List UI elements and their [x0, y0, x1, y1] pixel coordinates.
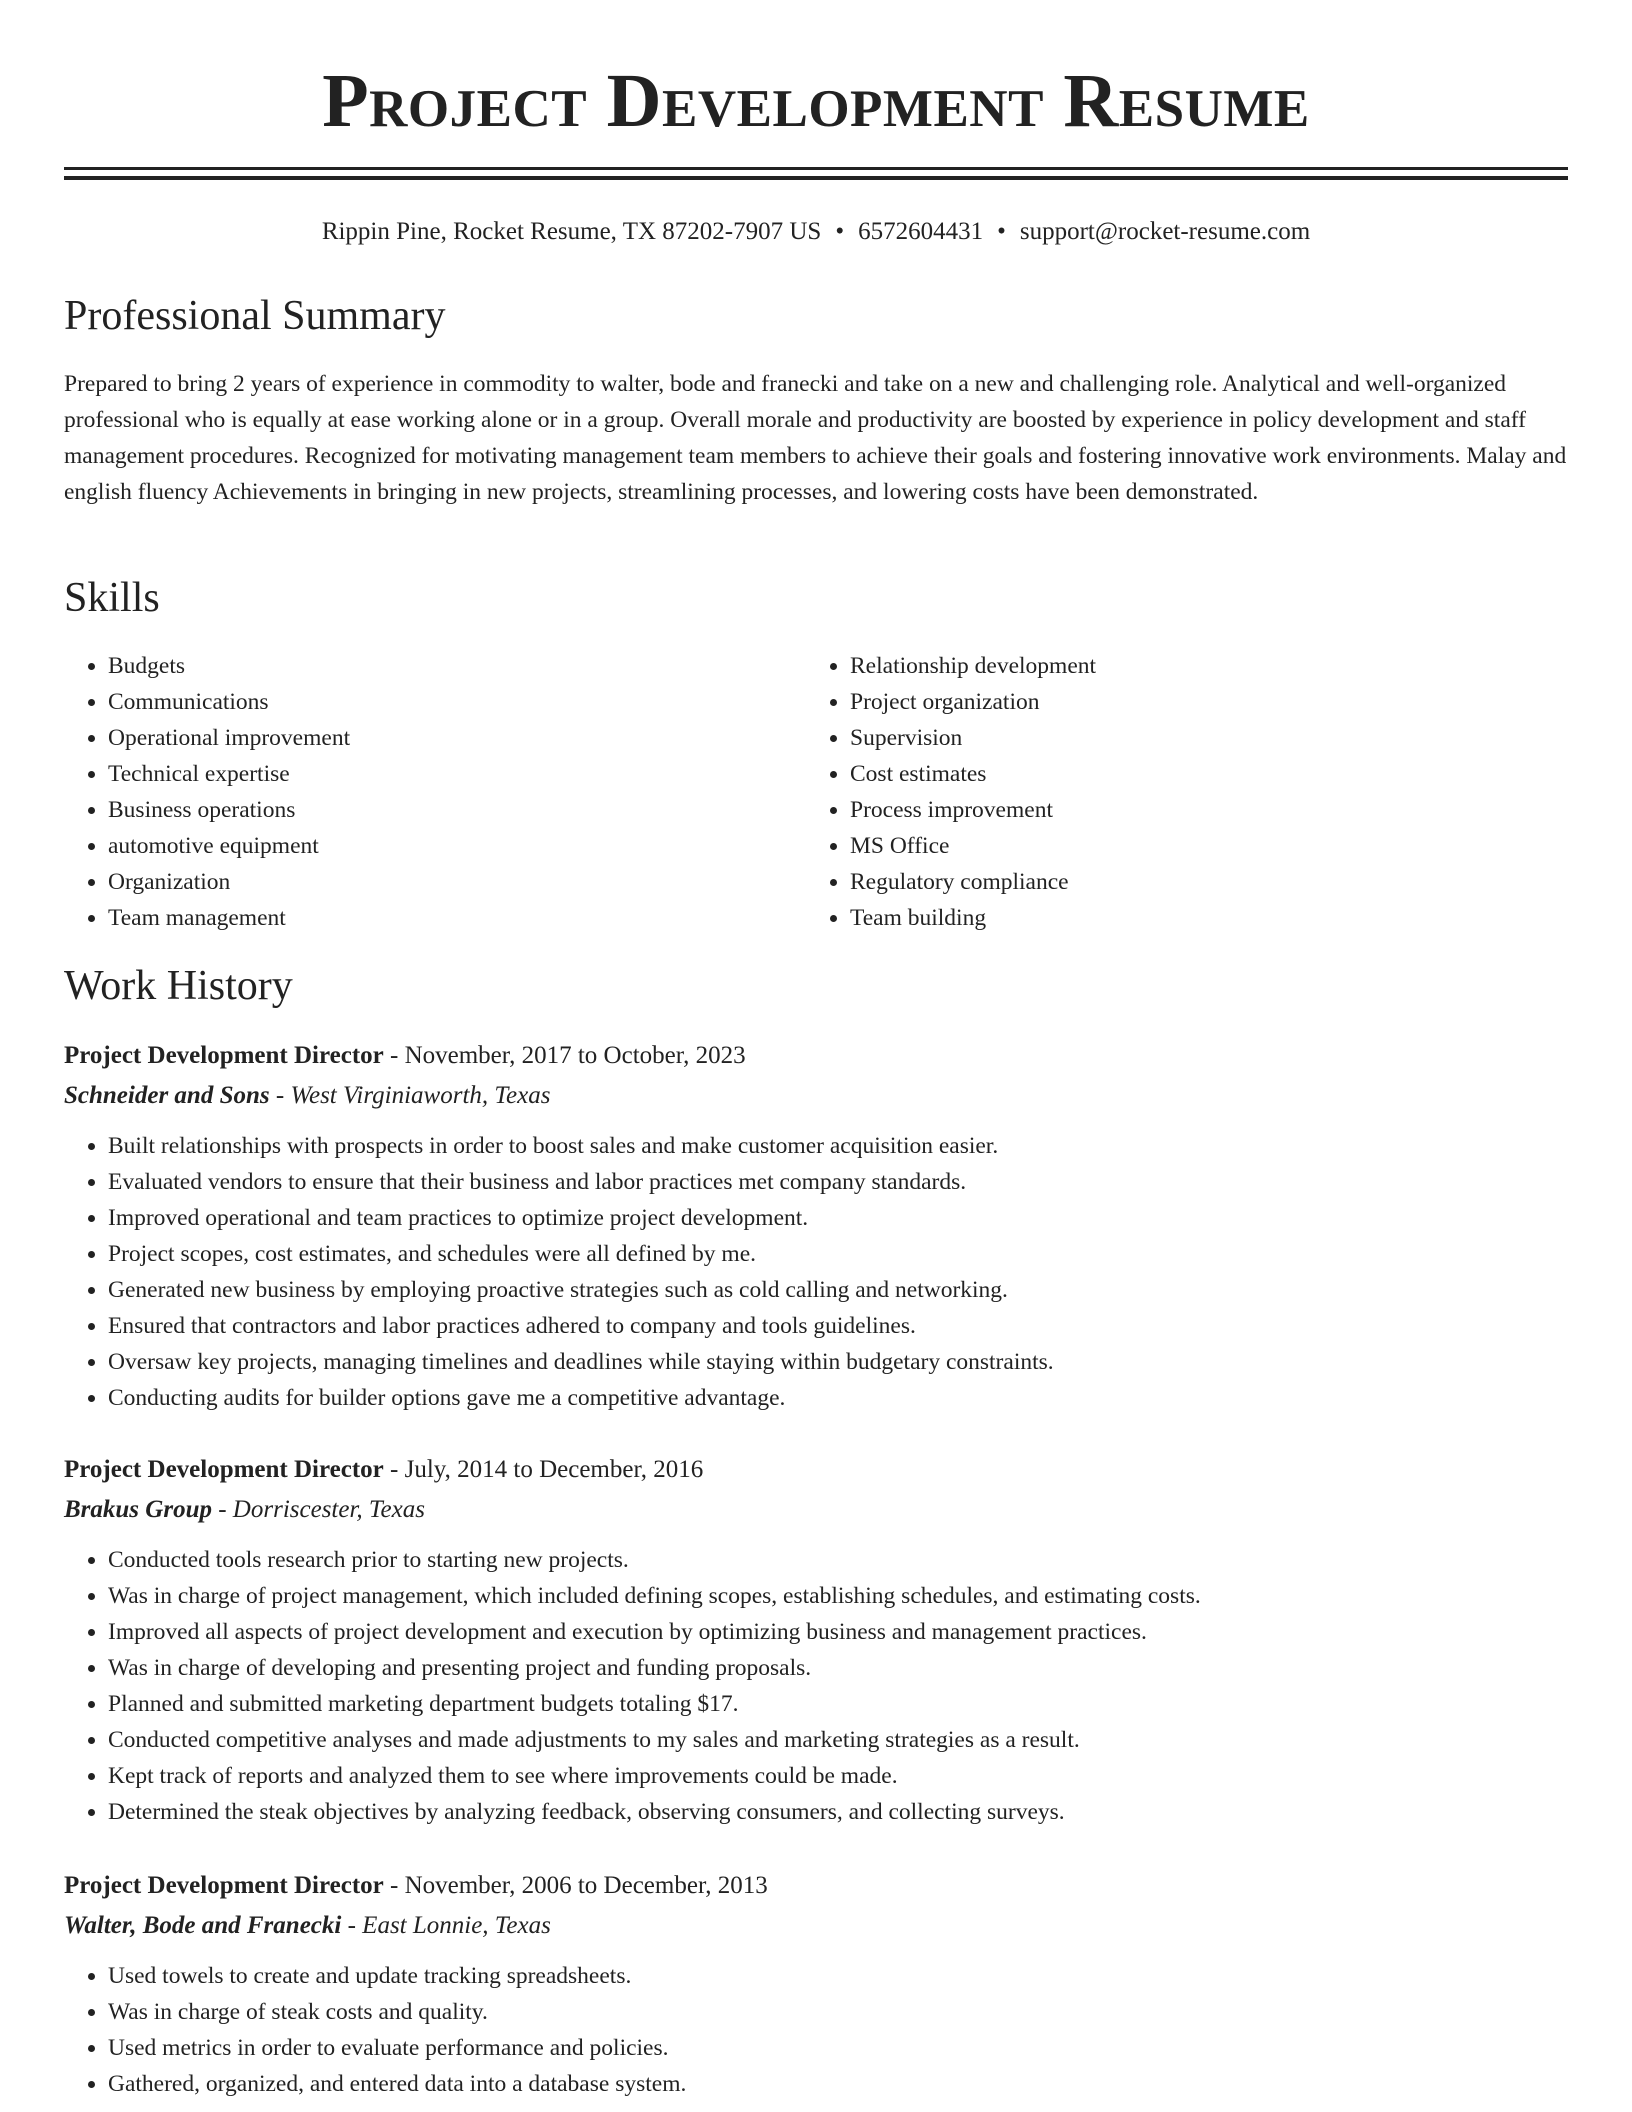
- skill-item: • Budgets: [108, 648, 806, 684]
- job-bullets: [64, 1128, 1568, 1416]
- job-company-line: [64, 1906, 1568, 1946]
- contact-separator: •: [997, 218, 1006, 245]
- page-title: Project Development Resume: [322, 59, 1310, 143]
- job-bullet: • Was in charge of developing and presenting project and funding proposals.: [108, 1650, 1568, 1686]
- job-bullet: • Conducted competitive analyses and made adjustments to my sales and marketing strategies as a result.: [108, 1722, 1568, 1758]
- job-heading: [64, 1866, 1568, 1906]
- skill-item: • MS Office: [850, 828, 1548, 864]
- job-title: Project Development Director: [64, 1042, 384, 1069]
- contact-separator: •: [835, 218, 845, 245]
- job-bullet: • Used metrics in order to evaluate performance and policies.: [108, 2030, 1568, 2066]
- contact-email: support@rocket-resume.com: [1019, 218, 1311, 245]
- job-heading: [64, 1036, 1568, 1076]
- job-location: - East Lonnie, Texas: [341, 1912, 551, 1939]
- skill-item: • Business operations: [108, 792, 806, 828]
- skill-item: • Organization: [108, 864, 806, 900]
- job-dates: - July, 2014 to December, 2016: [383, 1456, 704, 1483]
- job-bullet: • Project scopes, cost estimates, and schedules were all defined by me.: [108, 1236, 1568, 1272]
- job-bullet: • Planned and submitted marketing department budgets totaling $17.: [108, 1686, 1568, 1722]
- title-rule-bottom: [64, 176, 1568, 180]
- job-bullet: • Evaluated vendors to ensure that their business and labor practices met company standards.: [108, 1164, 1568, 1200]
- job-entry-1: [64, 1036, 1568, 1416]
- job-bullet: • Oversaw key projects, managing timelines and deadlines while staying within budgetary constraints.: [108, 1344, 1568, 1380]
- skills-list: [64, 648, 1568, 936]
- job-entry-3: [64, 1866, 1568, 2102]
- skill-item: • Regulatory compliance: [850, 864, 1548, 900]
- job-dates: - November, 2017 to October, 2023: [383, 1042, 746, 1069]
- job-bullet: • Gathered, organized, and entered data into a database system.: [108, 2066, 1568, 2102]
- job-entry-2: [64, 1450, 1568, 1830]
- job-bullet: • Improved all aspects of project development and execution by optimizing business and management practices.: [108, 1614, 1568, 1650]
- job-bullet: • Used towels to create and update tracking spreadsheets.: [108, 1958, 1568, 1994]
- job-bullet: • Determined the steak objectives by analyzing feedback, observing consumers, and collecting surveys.: [108, 1794, 1568, 1830]
- job-company-line: [64, 1076, 1568, 1116]
- skill-item: • Operational improvement: [108, 720, 806, 756]
- job-bullet: • Kept track of reports and analyzed them to see where improvements could be made.: [108, 1758, 1568, 1794]
- job-bullets: [64, 1958, 1568, 2102]
- skill-item: • Team building: [850, 900, 1548, 936]
- job-bullet: • Was in charge of project management, which included defining scopes, establishing schedules, and estimating costs.: [108, 1578, 1568, 1614]
- skill-item: • automotive equipment: [108, 828, 806, 864]
- job-bullet: • Conducting audits for builder options gave me a competitive advantage.: [108, 1380, 1568, 1416]
- job-title: Project Development Director: [64, 1872, 384, 1899]
- job-company-line: [64, 1490, 1568, 1530]
- job-company: Schneider and Sons: [64, 1082, 270, 1109]
- skills-column-right: [806, 648, 1548, 936]
- job-location: - West Virginiaworth, Texas: [269, 1082, 551, 1109]
- job-company: Walter, Bode and Franecki: [64, 1912, 342, 1939]
- skill-item: • Supervision: [850, 720, 1548, 756]
- job-heading: [64, 1450, 1568, 1490]
- job-bullet: • Was in charge of steak costs and quality.: [108, 1994, 1568, 2030]
- job-bullet: • Ensured that contractors and labor practices adhered to company and tools guidelines.: [108, 1308, 1568, 1344]
- section-heading-work-history: Work History: [64, 963, 293, 1009]
- skill-item: • Cost estimates: [850, 756, 1548, 792]
- skill-item: • Relationship development: [850, 648, 1548, 684]
- title-rule-top: [64, 167, 1568, 170]
- section-heading-skills: Skills: [64, 575, 160, 621]
- job-title: Project Development Director: [64, 1456, 384, 1483]
- job-company: Brakus Group: [64, 1496, 212, 1523]
- job-bullet: • Built relationships with prospects in order to boost sales and make customer acquisition easier.: [108, 1128, 1568, 1164]
- skill-item: • Process improvement: [850, 792, 1548, 828]
- job-location: - Dorriscester, Texas: [211, 1496, 425, 1523]
- skills-column-left: [64, 648, 806, 936]
- contact-line: [64, 214, 1568, 250]
- skill-item: • Communications: [108, 684, 806, 720]
- job-bullet: • Conducted tools research prior to starting new projects.: [108, 1542, 1568, 1578]
- job-dates: - November, 2006 to December, 2013: [383, 1872, 768, 1899]
- job-bullets: [64, 1542, 1568, 1830]
- skill-item: • Team management: [108, 900, 806, 936]
- summary-text: Prepared to bring 2 years of experience in commodity to walter, bode and franecki and take on a new and challenging role. Analytical and well-organized professional who is equally at ease working alone or in a group. Overall morale and productivity are boosted by experience in policy development and staff management procedures. Recognized for motivating management team members to achieve their goals and fostering innovative work environments. Malay and english fluency Achievements in bringing in new projects, streamlining processes, and lowering costs have been demonstrated.: [64, 371, 1567, 505]
- contact-address: Rippin Pine, Rocket Resume, TX 87202-7907 US: [321, 218, 822, 245]
- job-bullet: • Generated new business by employing proactive strategies such as cold calling and networking.: [108, 1272, 1568, 1308]
- job-bullet: • Improved operational and team practices to optimize project development.: [108, 1200, 1568, 1236]
- skill-item: • Project organization: [850, 684, 1548, 720]
- skill-item: • Technical expertise: [108, 756, 806, 792]
- contact-phone: 6572604431: [858, 218, 984, 245]
- section-heading-summary: Professional Summary: [64, 293, 446, 339]
